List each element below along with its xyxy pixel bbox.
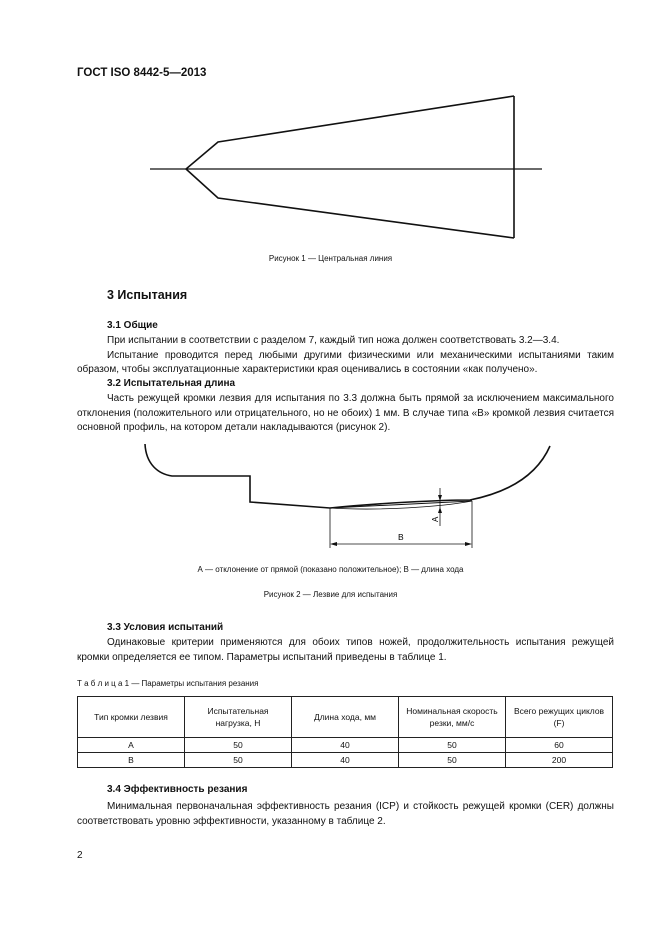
figure-2-label-a: А (431, 516, 440, 522)
figure-1-centerline-diagram (140, 90, 550, 240)
figure-2-legend: А — отклонение от прямой (показано положительное); В — длина хода (197, 565, 464, 574)
table-header-cell: Тип кромки лезвия (78, 697, 185, 738)
document-header: ГОСТ ISO 8442-5—2013 (77, 67, 207, 79)
table-header-cell: Номинальная скорость резки, мм/с (399, 697, 506, 738)
table-header-cell: Длина хода, мм (292, 697, 399, 738)
section-3-title: 3 Испытания (107, 288, 188, 302)
table-cell: 40 (292, 738, 399, 753)
section-3-4-text (77, 800, 614, 829)
figure-2-caption: Рисунок 2 — Лезвие для испытания (263, 590, 398, 599)
table-row (78, 753, 613, 768)
table-cell: 50 (185, 753, 292, 768)
figure-2-blade-diagram (140, 440, 560, 558)
table-cell: 50 (399, 738, 506, 753)
table-cell: А (78, 738, 185, 753)
table-cell: В (78, 753, 185, 768)
table-cell: 40 (292, 753, 399, 768)
table-1-caption: Т а б л и ц а 1 — Параметры испытания резания (77, 679, 259, 688)
section-3-2-text (77, 392, 614, 436)
table-header-cell: Всего режущих циклов (F) (506, 697, 613, 738)
paragraph: Минимальная первоначальная эффективность резания (ICP) и стойкость режущей кромки (CER) должны соответствовать уровню эффективности, указанному в таблице 2. (77, 801, 614, 827)
table-cell: 50 (399, 753, 506, 768)
paragraph: Часть режущей кромки лезвия для испытания по 3.3 должна быть прямой за исключением максимального отклонения (положительного или отрицательного, но не обоих) 1 мм. В случае типа «В» кромкой лезвия считается основной профиль, на котором детали накладываются (рисунок 2). (77, 393, 614, 433)
table-header-cell: Испытательная нагрузка, Н (185, 697, 292, 738)
table-cell: 60 (506, 738, 613, 753)
section-3-1-text (77, 334, 614, 378)
section-3-1-title: 3.1 Общие (107, 320, 158, 331)
table-cell: 200 (506, 753, 613, 768)
section-3-3-title: 3.3 Условия испытаний (107, 622, 224, 633)
section-3-4-title: 3.4 Эффективность резания (107, 784, 248, 795)
paragraph: Испытание проводится перед любыми другими физическими или механическими испытаниями таким образом, чтобы эксплуатационные характеристики края оценивались в состоянии «как получено». (77, 349, 614, 375)
figure-2-label-b: В (398, 532, 404, 542)
table-1 (77, 696, 613, 768)
section-3-3-text (77, 636, 614, 665)
section-3-2-title: 3.2 Испытательная длина (107, 378, 236, 389)
paragraph: Одинаковые критерии применяются для обоих типов ножей, продолжительность испытания режущей кромки определяется ее типом. Параметры испытаний приведены в таблице 1. (77, 637, 614, 663)
table-header-row (78, 697, 613, 738)
table-cell: 50 (185, 738, 292, 753)
figure-1-caption: Рисунок 1 — Центральная линия (268, 254, 393, 263)
paragraph: При испытании в соответствии с разделом 7, каждый тип ножа должен соответствовать 3.2—3.4. (107, 335, 560, 346)
page-number: 2 (77, 850, 83, 861)
table-row (78, 738, 613, 753)
